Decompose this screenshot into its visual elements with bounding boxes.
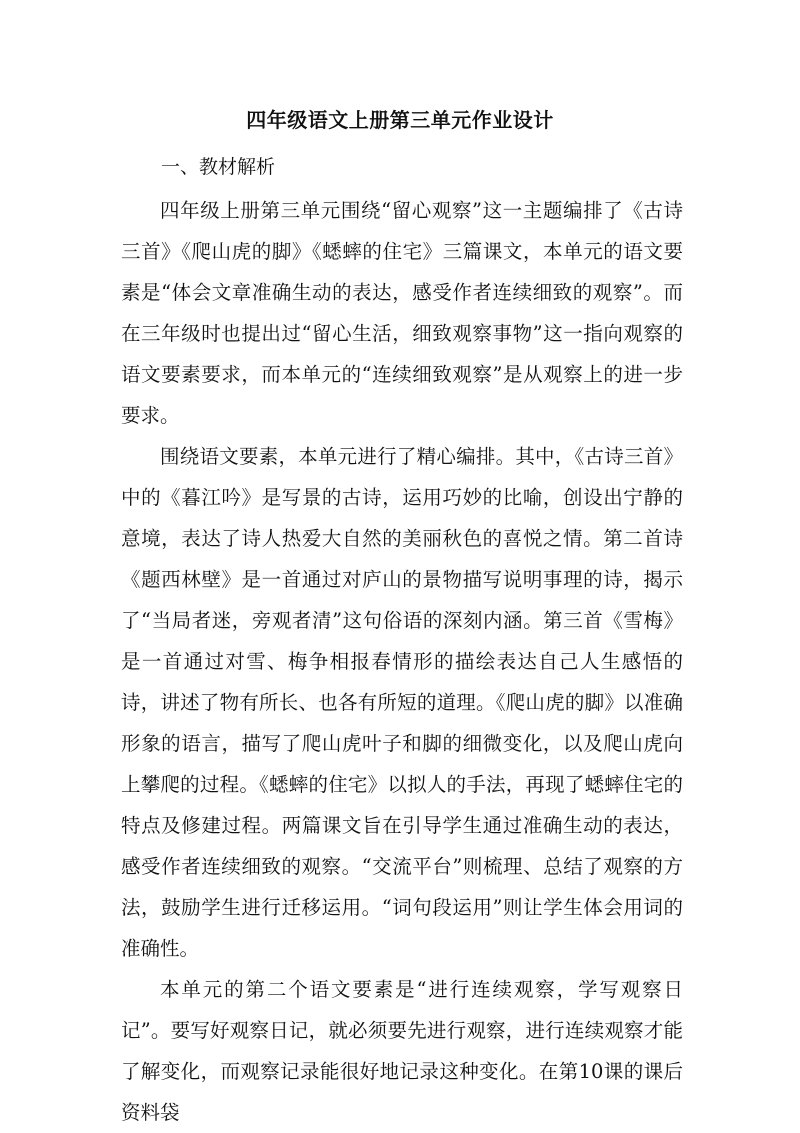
section-heading: 一、教材解析 (161, 156, 276, 178)
paragraph-3: 本单元的第二个语文要素是“进行连续观察，学写观察日记”。要写好观察日记，就必须要先进行观察，进行连续观察才能了解变化，而观察记录能很好地记录这种变化。在第10课的课后资料袋 (121, 978, 683, 1124)
document-title: 四年级语文上册第三单元作业设计 (246, 108, 554, 132)
paragraph-1: 四年级上册第三单元围绕“留心观察”这一主题编排了《古诗三首》《爬山虎的脚》《蟋蟀的住宅》三篇课文，本单元的语文要素是“体会文章准确生动的表达，感受作者连续细致的观察”。而在三年级时也提出过“留心生活，细致观察事物”这一指向观察的语文要素要求，而本单元的“连续细致观察”是从观察上的进一步要求。 (121, 199, 683, 427)
document-body (121, 190, 683, 1133)
paragraph-2: 围绕语文要素，本单元进行了精心编排。其中，《古诗三首》中的《暮江吟》是写景的古诗，运用巧妙的比喻，创设出宁静的意境，表达了诗人热爱大自然的美丽秋色的喜悦之情。第二首诗《题西林壁》是一首通过对庐山的景物描写说明事理的诗，揭示了“当局者迷，旁观者清”这句俗语的深刻内涵。第三首《雪梅》是一首通过对雪、梅争相报春情形的描绘表达自己人生感悟的诗，讲述了物有所长、也各有所短的道理。《爬山虎的脚》以准确形象的语言，描写了爬山虎叶子和脚的细微变化，以及爬山虎向上攀爬的过程。《蟋蟀的住宅》以拟人的手法，再现了蟋蟀住宅的特点及修建过程。两篇课文旨在引导学生通过准确生动的表达，感受作者连续细致的观察。“交流平台”则梳理、总结了观察的方法，鼓励学生进行迁移运用。“词句段运用”则让学生体会用词的准确性。 (121, 445, 683, 960)
